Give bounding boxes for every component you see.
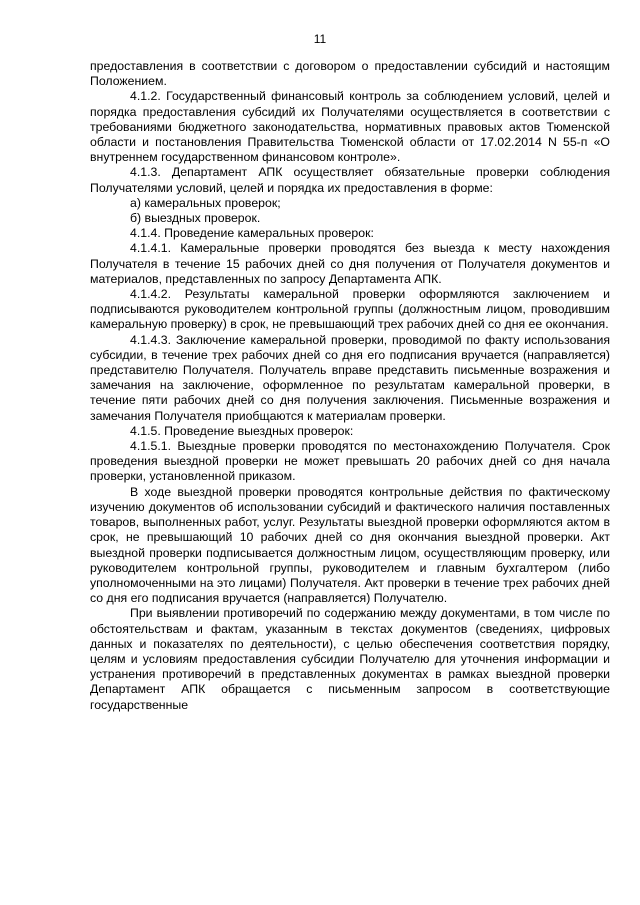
page-number: 11 — [313, 32, 327, 46]
list-item: а) камеральных проверок; — [130, 195, 281, 210]
paragraph: 4.1.3. Департамент АПК осуществляет обязательные проверки соблюдения Получателями условий, целей и порядка их предоставления в форме: — [90, 165, 610, 195]
paragraph: 4.1.4.3. Заключение камеральной проверки, проводимой по факту использования субсидии, в течение трех рабочих дней со дня его подписания вручается (направляется) представителю Получателя. Получатель вправе представить письменные возражения и замечания на заключение, оформленное по результатам камеральной проверки, в течение пяти рабочих дней со дня получения заключения. Письменные возражения и замечания Получателя приобщаются к материалам проверки. — [90, 332, 610, 423]
list-item: б) выездных проверок. — [130, 211, 261, 226]
paragraph: предоставления в соответствии с договором о предоставлении субсидий и настоящим Положением. — [90, 59, 610, 89]
paragraph: В ходе выездной проверки проводятся контрольные действия по фактическому изучению документов об использовании субсидий и фактического наличия поставленных товаров, выполненных работ, услуг. Результаты выездной проверки оформляются актом в срок, не превышающий 10 рабочих дней со дня окончания выездной проверки. Акт выездной проверки подписывается должностным лицом, осуществляющим проверку, или руководителем контрольной группы, руководителем и главным бухгалтером (либо уполномоченными на это лицами) Получателя. Акт проверки в течение трех рабочих дней со дня его подписания вручается (направляется) Получателю. — [90, 484, 610, 606]
section-heading: 4.1.5. Проведение выездных проверок: — [130, 423, 354, 438]
document-body — [90, 59, 610, 713]
paragraph: 4.1.5.1. Выездные проверки проводятся по местонахождению Получателя. Срок проведения выездной проверки не может превышать 20 рабочих дней со дня начала проверки, установленной приказом. — [90, 439, 610, 484]
paragraph: При выявлении противоречий по содержанию между документами, в том числе по обстоятельствам и фактам, указанным в текстах документов (сведениях, цифровых данных и показателях по деятельности), с целью обеспечения соответствия порядку, целям и условиям предоставления субсидии Получателю для уточнения информации и устранения противоречий в представленных документах в рамках выездной проверки Департамент АПК обращается с письменным запросом в соответствующие государственные — [90, 606, 610, 712]
section-heading: 4.1.4. Проведение камеральных проверок: — [130, 226, 374, 241]
paragraph: 4.1.4.2. Результаты камеральной проверки оформляются заключением и подписываются руководителем контрольной группы (должностным лицом, проводившим камеральную проверку) в срок, не превышающий трех рабочих дней со дня ее окончания. — [90, 287, 610, 332]
paragraph: 4.1.2. Государственный финансовый контроль за соблюдением условий, целей и порядка предоставления субсидий их Получателями осуществляется в соответствии с требованиями бюджетного законодательства, нормативных правовых актов Тюменской области и постановления Правительства Тюменской области от 17.02.2014 N 55-п «О внутреннем государственном финансовом контроле». — [90, 89, 610, 165]
paragraph: 4.1.4.1. Камеральные проверки проводятся без выезда к месту нахождения Получателя в течение 15 рабочих дней со дня получения от Получателя документов и материалов, представленных по запросу Департамента АПК. — [90, 241, 610, 286]
